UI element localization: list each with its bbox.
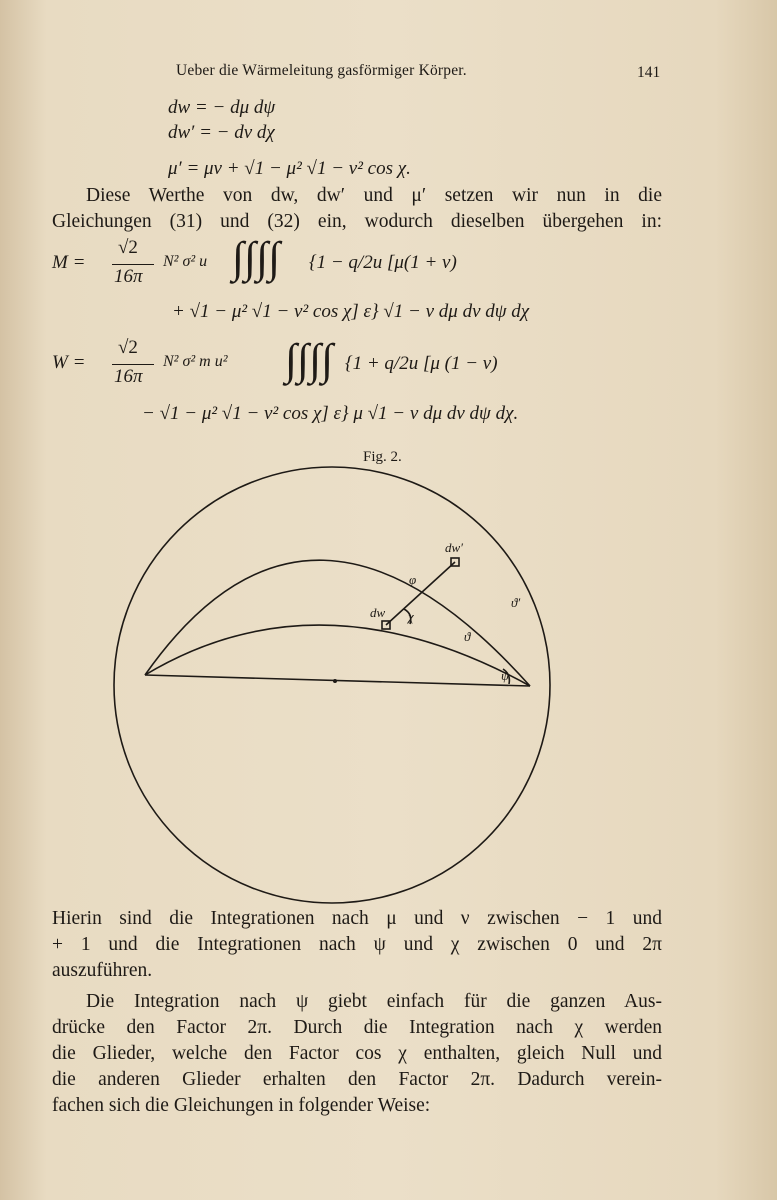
para1-line-1: Hierin sind die Integrationen nach μ und ν zwischen − 1 und	[52, 908, 662, 929]
running-title: Ueber die Wärmeleitung gasförmiger Körper.	[176, 62, 467, 79]
eq-w-coef: N² σ² m u²	[163, 353, 228, 370]
para1-line-2: + 1 und die Integrationen nach ψ und χ zwischen 0 und 2π	[52, 934, 662, 955]
intro-line-2: Gleichungen (31) und (32) ein, wodurch dieselben übergehen in:	[52, 211, 662, 232]
para1-line-3: auszuführen.	[52, 960, 153, 981]
upper-great-circle	[145, 560, 530, 686]
equation-dw-prime: dw′ = − dν dχ	[168, 122, 275, 143]
eq-w-integrals: ∫∫∫∫	[285, 335, 334, 384]
eq-m-integrals: ∫∫∫∫	[232, 233, 281, 282]
eq-m-frac-den: 16π	[114, 266, 143, 287]
label-dw: dw	[370, 605, 386, 620]
figure-caption: Fig. 2.	[363, 449, 402, 465]
label-theta-prime: ϑ′	[511, 595, 521, 610]
label-psi: ψ	[501, 668, 510, 683]
para2-line-2: drücke den Factor 2π. Durch die Integration nach χ werden	[52, 1017, 662, 1038]
para2-line-5: fachen sich die Gleichungen in folgender Weise:	[52, 1095, 431, 1116]
eq-w-frac-num: √2	[118, 337, 138, 358]
label-chi: χ	[408, 609, 414, 624]
eq-w-lhs: W =	[52, 352, 86, 373]
label-phi: φ	[409, 572, 417, 587]
arc-phi	[386, 562, 455, 625]
eq-w-line1: {1 + q/2u [μ (1 − ν)	[345, 353, 498, 374]
page-number: 141	[637, 64, 661, 81]
eq-m-coef: N² σ² u	[163, 253, 208, 270]
equation-dw: dw = − dμ dψ	[168, 97, 276, 118]
label-dw-prime: dw′	[445, 540, 464, 555]
label-theta: ϑ	[464, 629, 471, 644]
para2-line-3: die Glieder, welche den Factor cos χ enthalten, gleich Null und	[52, 1043, 662, 1064]
equation-mu-prime: μ′ = μν + √1 − μ² √1 − ν² cos χ.	[168, 158, 411, 179]
eq-m-frac-num: √2	[118, 237, 138, 258]
eq-m-line1: {1 − q/2u [μ(1 + ν)	[309, 252, 457, 273]
eq-w-line2: − √1 − μ² √1 − ν² cos χ] ε} μ √1 − ν dμ dν dψ dχ.	[142, 403, 519, 424]
diameter-line	[145, 675, 530, 686]
center-point	[333, 679, 337, 683]
eq-w-frac-den: 16π	[114, 366, 143, 387]
para2-line-1: Die Integration nach ψ giebt einfach für die ganzen Aus-	[86, 991, 662, 1012]
eq-m-line2: + √1 − μ² √1 − ν² cos χ] ε} √1 − ν dμ dν dψ dχ	[172, 301, 530, 322]
para2-line-4: die anderen Glieder erhalten den Factor 2π. Dadurch verein-	[52, 1069, 662, 1090]
intro-line-1: Diese Werthe von dw, dw′ und μ′ setzen wir nun in die	[86, 185, 662, 206]
eq-m-lhs: M =	[52, 252, 86, 273]
